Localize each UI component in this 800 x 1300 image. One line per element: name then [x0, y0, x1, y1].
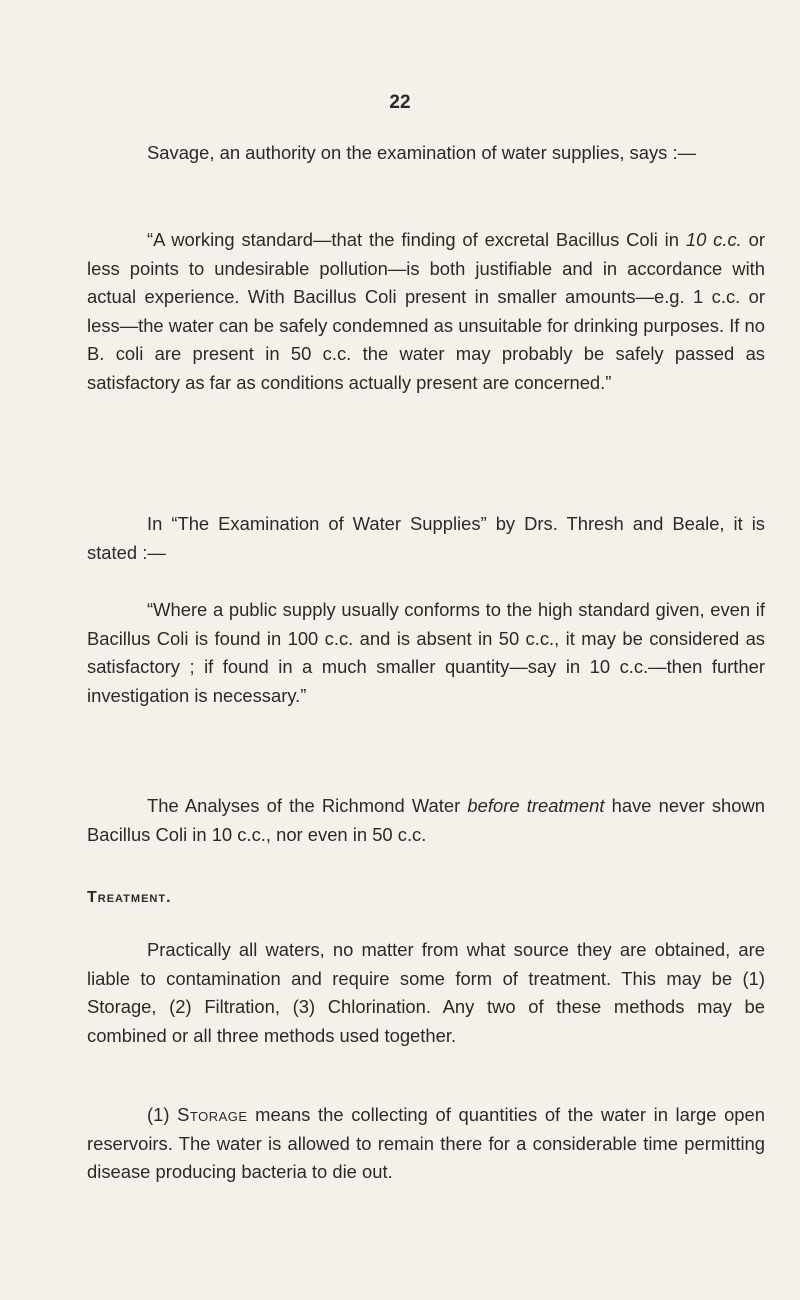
storage-number: (1)	[147, 1104, 178, 1125]
section-heading-treatment: Treatment.	[87, 889, 172, 906]
thresh-beale-intro-text: In “The Examination of Water Supplies” by Drs. Thresh and Beale, it is stated :—	[87, 513, 765, 563]
storage-paragraph	[87, 1101, 765, 1187]
treatment-text: Practically all waters, no matter from what source they are obtained, are liable to contamination and require some form of treatment. This may be (1) Storage, (2) Filtration, (3) Chlorination. Any two of these methods may be combined or all three methods used together.	[87, 939, 765, 1046]
savage-quote-emphasis: 10 c.c.	[685, 229, 742, 250]
thresh-beale-quote	[87, 596, 765, 710]
thresh-beale-intro	[87, 510, 765, 567]
richmond-analyses-paragraph	[87, 792, 765, 849]
storage-term: Storage	[177, 1104, 248, 1125]
thresh-beale-quote-text: “Where a public supply usually conforms to the high standard given, even if Bacillus Coli is found in 100 c.c. and is absent in 50 c.c., it may be considered as satisfactory ; if found in a much smaller quantity—say in 10 c.c.—then further investigation is necessary.”	[87, 599, 765, 706]
storage-text: means the collecting of quantities of the water in large open reservoirs. The water is allowed to remain there for a considerable time permitting disease producing bacteria to die out.	[87, 1104, 765, 1182]
intro-paragraph	[87, 139, 765, 168]
treatment-paragraph	[87, 936, 765, 1050]
savage-quote-part-b: or less points to undesirable pollution—is both justifiable and in accordance with actual experience. With Bacillus Coli present in smaller amounts—e.g. 1 c.c. or less—the water can be safely condemned as unsuitable for drinking purposes. If no B. coli are present in 50 c.c. the water may probably be safely passed as satisfactory as far as conditions actually present are concerned.”	[87, 229, 765, 393]
richmond-emphasis: before treatment	[467, 795, 605, 816]
richmond-part-a: The Analyses of the Richmond Water	[147, 795, 468, 816]
savage-quote	[87, 226, 765, 397]
richmond-part-b: have never shown Bacillus Coli in 10 c.c., nor even in 50 c.c.	[87, 795, 766, 845]
intro-text: Savage, an authority on the examination of water supplies, says :—	[147, 142, 696, 163]
savage-quote-part-a: “A working standard—that the finding of excretal Bacillus Coli in	[147, 229, 686, 250]
page-number: 22	[389, 92, 411, 113]
